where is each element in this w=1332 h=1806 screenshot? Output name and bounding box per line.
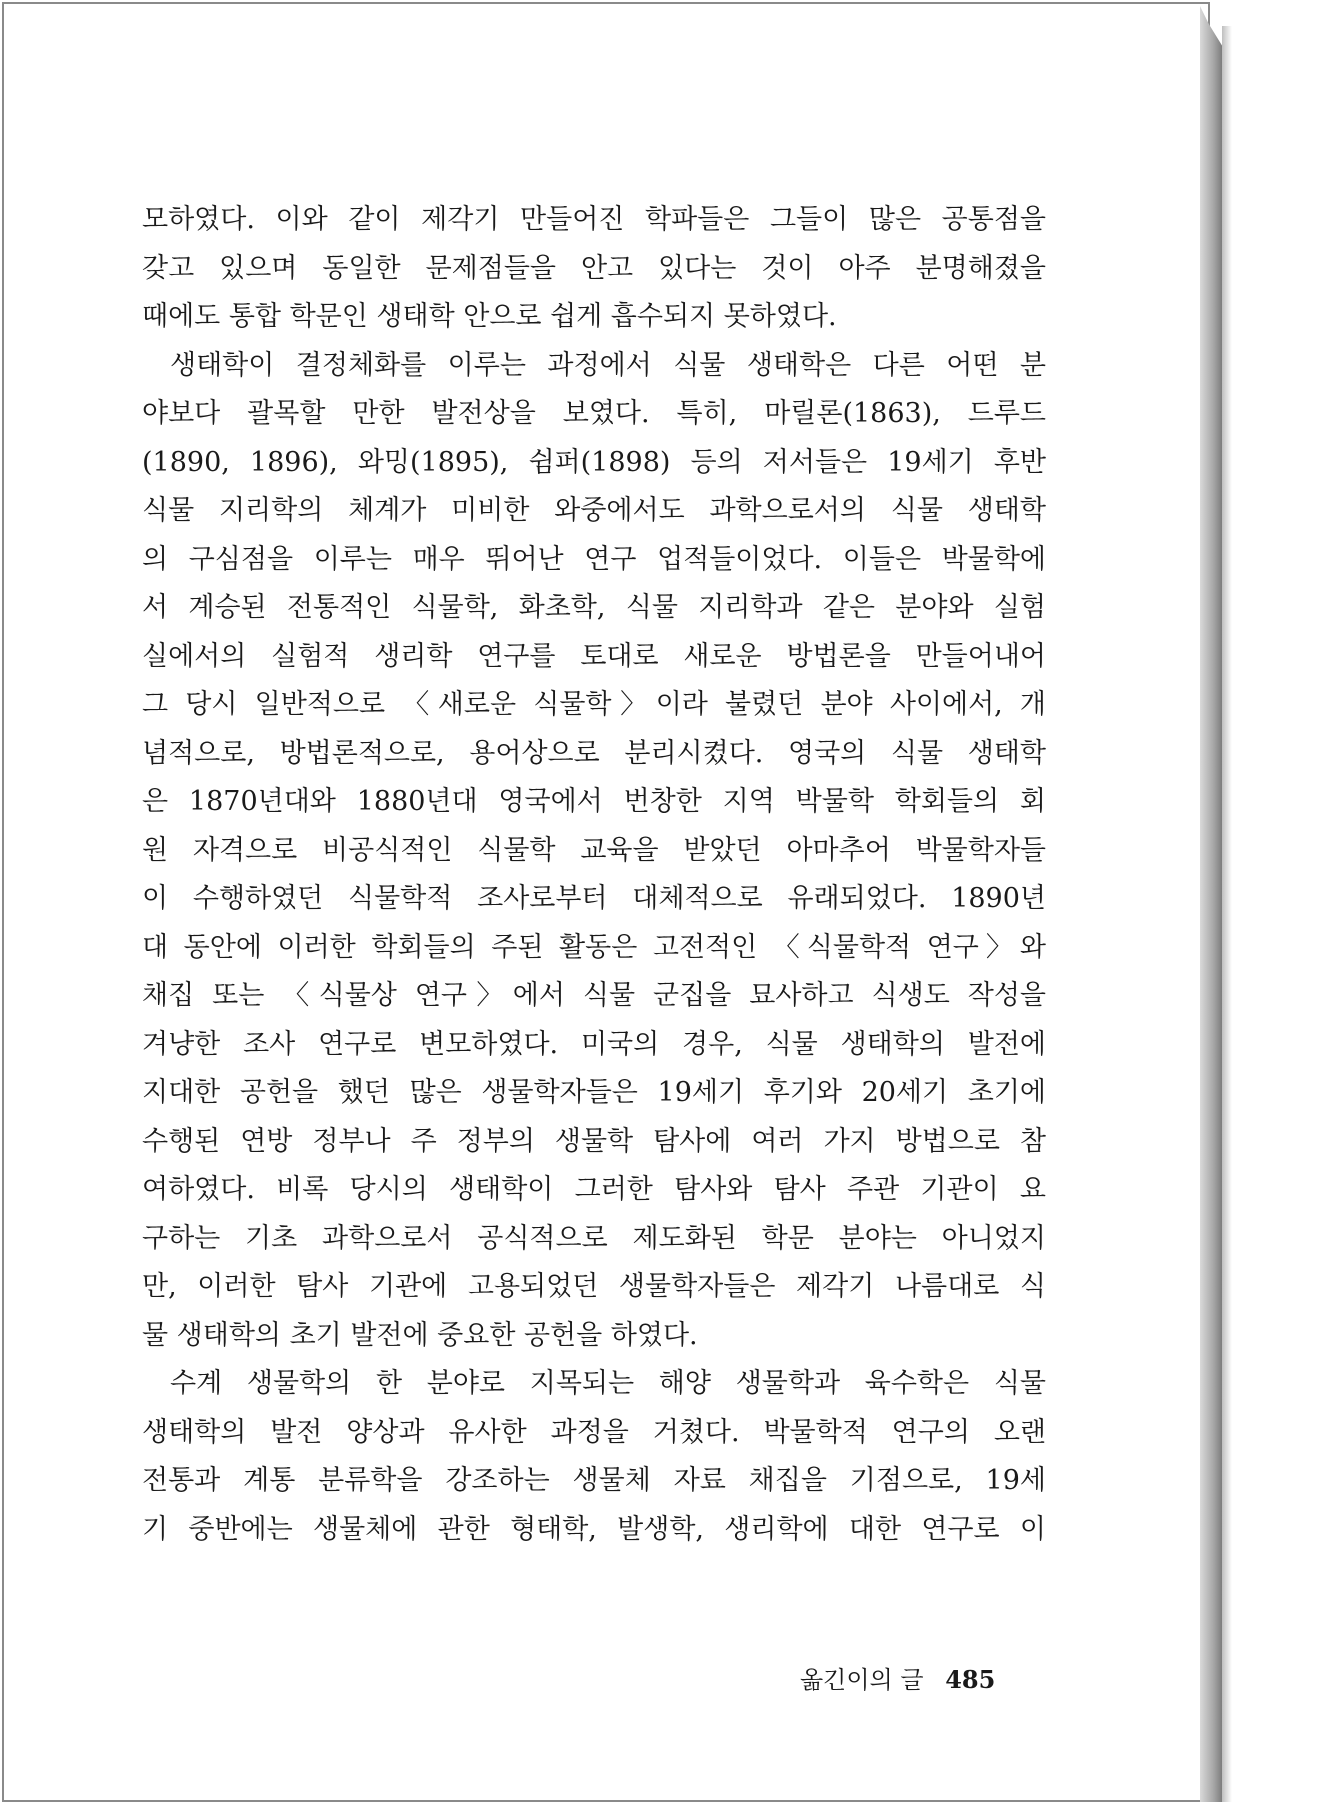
text-line: 생태학의 발전 양상과 유사한 과정을 거쳤다. 박물학적 연구의 오랜: [142, 1416, 1046, 1448]
text-line: 식물 지리학의 체계가 미비한 와중에서도 과학으로서의 식물 생태학: [142, 495, 1046, 526]
page-footer: [800, 1660, 1040, 1695]
page-edge-stack: [1200, 6, 1222, 1802]
text-line: 이 수행하였던 식물학적 조사로부터 대체적으로 유래되었다. 1890년: [142, 883, 1046, 914]
text-line: 구하는 기초 과학으로서 공식적으로 제도화된 학문 분야는 아니었지: [142, 1222, 1046, 1254]
text-line: 은 1870년대와 1880년대 영국에서 번창한 지역 박물학 학회들의 회: [142, 786, 1046, 817]
text-line: 만, 이러한 탐사 기관에 고용되었던 생물학자들은 제각기 나름대로 식: [142, 1271, 1046, 1302]
text-line: 원 자격으로 비공식적인 식물학 교육을 받았던 아마추어 박물학자들: [142, 834, 1046, 866]
text-line: 겨냥한 조사 연구로 변모하였다. 미국의 경우, 식물 생태학의 발전에: [142, 1028, 1046, 1060]
text-line: 그 당시 일반적으로 〈새로운 식물학〉이라 불렸던 분야 사이에서, 개: [142, 689, 1046, 720]
running-footer-label: 옮긴이의 글: [800, 1666, 924, 1694]
text-line: 모하였다. 이와 같이 제각기 만들어진 학파들은 그들이 많은 공통점을: [142, 204, 1046, 235]
text-line: 념적으로, 방법론적으로, 용어상으로 분리시켰다. 영국의 식물 생태학: [142, 737, 1046, 769]
text-line: 실에서의 실험적 생리학 연구를 토대로 새로운 방법론을 만들어내어: [142, 640, 1046, 672]
page-number: 485: [945, 1665, 996, 1694]
text-line: 여하였다. 비록 당시의 생태학이 그러한 탐사와 탐사 주관 기관이 요: [142, 1174, 1046, 1205]
text-line: 생태학이 결정체화를 이루는 과정에서 식물 생태학은 다른 어떤 분: [170, 349, 1046, 381]
text-line: 지대한 공헌을 했던 많은 생물학자들은 19세기 후기와 20세기 초기에: [142, 1077, 1046, 1108]
text-line: 야보다 괄목할 만한 발전상을 보였다. 특히, 마릴론(1863), 드루드: [142, 398, 1046, 429]
text-line: 의 구심점을 이루는 매우 뛰어난 연구 업적들이었다. 이들은 박물학에: [142, 543, 1046, 575]
text-line: 물 생태학의 초기 발전에 중요한 공헌을 하였다.: [142, 1319, 698, 1351]
text-line: (1890, 1896), 와밍(1895), 쉼퍼(1898) 등의 저서들은 19세기 후반: [142, 446, 1046, 478]
text-line: 전통과 계통 분류학을 강조하는 생물체 자료 채집을 기점으로, 19세: [142, 1465, 1046, 1496]
body-text: [142, 196, 1046, 1554]
text-line: 갖고 있으며 동일한 문제점들을 안고 있다는 것이 아주 분명해졌을: [142, 252, 1046, 284]
text-line: 서 계승된 전통적인 식물학, 화초학, 식물 지리학과 같은 분야와 실험: [142, 592, 1046, 623]
text-line: 수행된 연방 정부나 주 정부의 생물학 탐사에 여러 가지 방법으로 참: [142, 1125, 1046, 1157]
text-line: 대 동안에 이러한 학회들의 주된 활동은 고전적인 〈식물학적 연구〉와: [142, 931, 1046, 963]
text-line: 때에도 통합 학문인 생태학 안으로 쉽게 흡수되지 못하였다.: [142, 301, 837, 332]
text-line: 채집 또는 〈식물상 연구〉에서 식물 군집을 묘사하고 식생도 작성을: [142, 980, 1046, 1011]
page-edge-shadow: [1222, 26, 1232, 1802]
text-line: 기 중반에는 생물체에 관한 형태학, 발생학, 생리학에 대한 연구로 이: [142, 1513, 1046, 1545]
text-line: 수계 생물학의 한 분야로 지목되는 해양 생물학과 육수학은 식물: [170, 1368, 1046, 1399]
